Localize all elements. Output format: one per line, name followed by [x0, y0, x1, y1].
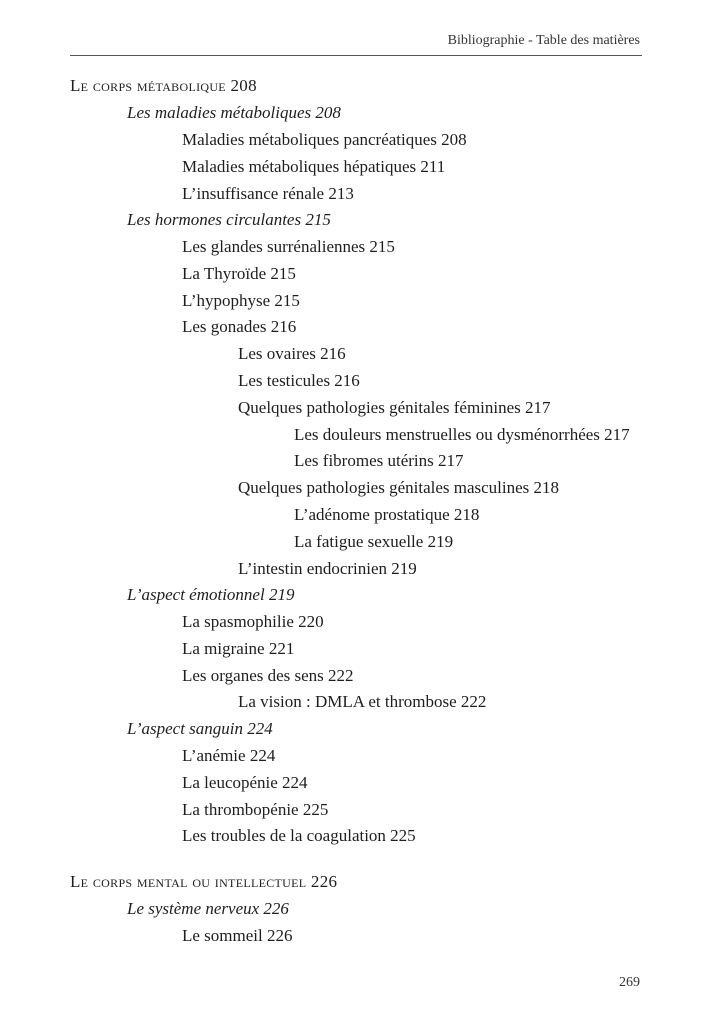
toc-entry: Les glandes surrénaliennes 215: [182, 237, 395, 256]
toc-entry: La thrombopénie 225: [182, 800, 329, 819]
toc-subentry: Les testicules 216: [238, 371, 360, 390]
page-number: 269: [619, 975, 640, 990]
toc-section-heading: Le corps métabolique 208: [70, 76, 257, 95]
toc-subentry: La vision : DMLA et thrombose 222: [238, 692, 487, 711]
toc-entry: La leucopénie 224: [182, 773, 308, 792]
toc-section-heading: Le corps mental ou intellectuel 226: [70, 872, 338, 891]
toc-chapter: Le système nerveux 226: [127, 899, 289, 918]
toc-entry: Le sommeil 226: [182, 926, 293, 945]
toc-entry: Les troubles de la coagulation 225: [182, 826, 416, 845]
toc-subentry: L’intestin endocrinien 219: [238, 559, 417, 578]
toc-entry: Maladies métaboliques hépatiques 211: [182, 157, 446, 176]
toc-chapter: L’aspect sanguin 224: [127, 719, 273, 738]
toc-subsubentry: L’adénome prostatique 218: [294, 505, 480, 524]
toc-entry: L’insuffisance rénale 213: [182, 184, 354, 203]
toc-entry: L’anémie 224: [182, 746, 276, 765]
toc-entry: Les organes des sens 222: [182, 666, 354, 685]
toc-subentry: Quelques pathologies génitales masculines 218: [238, 478, 560, 497]
toc-entry: Les gonades 216: [182, 317, 297, 336]
toc-chapter: L’aspect émotionnel 219: [127, 585, 295, 604]
toc-entry: Maladies métaboliques pancréatiques 208: [182, 130, 467, 149]
toc-entry: La Thyroïde 215: [182, 264, 296, 283]
toc-entry: L’hypophyse 215: [182, 291, 300, 310]
toc-subsubentry: La fatigue sexuelle 219: [294, 532, 454, 551]
toc-subentry: Quelques pathologies génitales féminines 217: [238, 398, 551, 417]
toc-subsubentry: Les douleurs menstruelles ou dysménorrhées 217: [294, 425, 630, 444]
toc-chapter: Les maladies métaboliques 208: [127, 103, 341, 122]
toc-subsubentry: Les fibromes utérins 217: [294, 451, 464, 470]
toc-chapter: Les hormones circulantes 215: [127, 210, 331, 229]
running-header: Bibliographie - Table des matières: [447, 33, 640, 48]
toc-entry: La migraine 221: [182, 639, 295, 658]
toc-subentry: Les ovaires 216: [238, 344, 346, 363]
toc-entry: La spasmophilie 220: [182, 612, 324, 631]
